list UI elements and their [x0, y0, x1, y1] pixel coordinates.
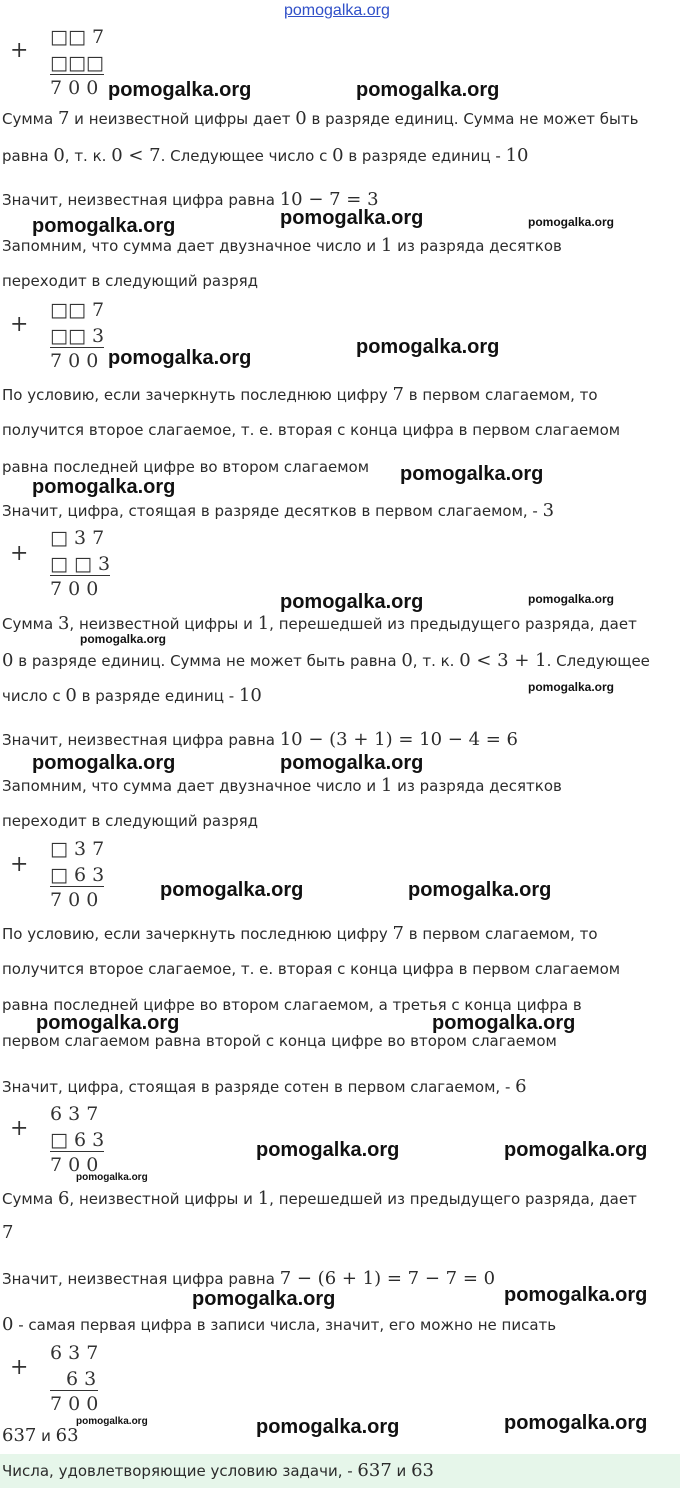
paragraph: По условию, если зачеркнуть последнюю цифру 7 в первом слагаемом, то — [2, 923, 598, 944]
plus-sign: + — [10, 541, 29, 566]
watermark: pomogalka.org — [76, 1172, 148, 1183]
addend-1: □ 3 7 — [50, 838, 105, 860]
paragraph: Значит, неизвестная цифра равна 10 − 7 = 3 — [2, 189, 379, 210]
addend-1: □ 3 7 — [50, 527, 105, 549]
paragraph: Значит, неизвестная цифра равна 7 − (6 + 1) = 7 − 7 = 0 — [2, 1268, 496, 1289]
watermark: pomogalka.org — [408, 879, 552, 901]
addend-2: □ 6 3 — [50, 864, 105, 886]
sum: 7 0 0 — [50, 1154, 99, 1176]
watermark: pomogalka.org — [280, 591, 424, 613]
watermark: pomogalka.org — [528, 215, 615, 229]
addend-2: □ 6 3 — [50, 1129, 105, 1151]
column-addition-6 — [50, 1340, 98, 1417]
sum: 7 0 0 — [50, 1393, 99, 1415]
paragraph: 7 — [2, 1222, 14, 1243]
watermark: pomogalka.org — [256, 1416, 400, 1438]
addend-2: 6 3 — [50, 1366, 98, 1391]
watermark: pomogalka.org — [400, 463, 544, 485]
watermark: pomogalka.org — [504, 1139, 648, 1161]
watermark: pomogalka.org — [192, 1288, 336, 1310]
watermark: pomogalka.org — [80, 632, 167, 646]
addend-1: □□ 7 — [50, 26, 105, 48]
watermark: pomogalka.org — [108, 347, 252, 369]
sum: 7 0 0 — [50, 350, 99, 372]
paragraph: переходит в следующий разряд — [2, 812, 259, 830]
addend-1: 6 3 7 — [50, 1342, 99, 1364]
watermark: pomogalka.org — [32, 476, 176, 498]
paragraph: Сумма 6, неизвестной цифры и 1, перешедшей из предыдущего разряда, дает — [2, 1188, 637, 1209]
watermark: pomogalka.org — [280, 752, 424, 774]
paragraph: получится второе слагаемое, т. е. вторая с конца цифра в первом слагаемом — [2, 421, 621, 439]
answer-box — [0, 1454, 680, 1488]
column-addition-1 — [50, 24, 104, 101]
watermark: pomogalka.org — [108, 79, 252, 101]
answer-number-2: 63 — [411, 1460, 434, 1481]
paragraph: 0 в разряде единиц. Сумма не может быть равна 0, т. к. 0 < 3 + 1. Следующее — [2, 650, 650, 671]
result-line: 637 и 63 — [2, 1425, 79, 1446]
addend-1: 6 3 7 — [50, 1103, 99, 1125]
sum: 7 0 0 — [50, 578, 99, 600]
answer-conjunction: и — [391, 1462, 412, 1480]
sum: 7 0 0 — [50, 77, 99, 99]
watermark: pomogalka.org — [356, 336, 500, 358]
watermark: pomogalka.org — [36, 1012, 180, 1034]
watermark: pomogalka.org — [356, 79, 500, 101]
paragraph: число с 0 в разряде единиц - 10 — [2, 685, 262, 706]
paragraph: равна последней цифре во втором слагаемом — [2, 458, 370, 476]
paragraph: По условию, если зачеркнуть последнюю цифру 7 в первом слагаемом, то — [2, 384, 598, 405]
addend-2: □ □ 3 — [50, 553, 111, 575]
site-link[interactable]: pomogalka.org — [284, 2, 390, 19]
addend-2: □□ 3 — [50, 325, 105, 347]
watermark: pomogalka.org — [504, 1412, 648, 1434]
watermark: pomogalka.org — [256, 1139, 400, 1161]
column-addition-3 — [50, 525, 110, 602]
paragraph: Запомним, что сумма дает двузначное число и 1 из разряда десятков — [2, 775, 562, 796]
paragraph: Сумма 3, неизвестной цифры и 1, перешедшей из предыдущего разряда, дает — [2, 613, 637, 634]
answer-label: Числа, удовлетворяющие условию задачи, - — [2, 1462, 358, 1480]
paragraph: Значит, неизвестная цифра равна 10 − (3 + 1) = 10 − 4 = 6 — [2, 729, 518, 750]
paragraph: Значит, цифра, стоящая в разряде десятков в первом слагаемом, - 3 — [2, 500, 555, 521]
plus-sign: + — [10, 1355, 29, 1380]
plus-sign: + — [10, 1116, 29, 1141]
paragraph: Значит, цифра, стоящая в разряде сотен в первом слагаемом, - 6 — [2, 1076, 527, 1097]
watermark: pomogalka.org — [528, 680, 615, 694]
paragraph: первом слагаемом равна второй с конца цифре во втором слагаемом — [2, 1032, 557, 1050]
addend-2: □□□ — [50, 52, 104, 74]
watermark: pomogalka.org — [504, 1284, 648, 1306]
column-addition-4 — [50, 836, 104, 913]
paragraph: Сумма 7 и неизвестной цифры дает 0 в разряде единиц. Сумма не может быть — [2, 108, 639, 129]
paragraph: 0 - самая первая цифра в записи числа, значит, его можно не писать — [2, 1314, 557, 1335]
plus-sign: + — [10, 312, 29, 337]
watermark: pomogalka.org — [160, 879, 304, 901]
watermark: pomogalka.org — [32, 215, 176, 237]
paragraph: переходит в следующий разряд — [2, 272, 259, 290]
column-addition-2 — [50, 297, 104, 374]
plus-sign: + — [10, 38, 29, 63]
watermark: pomogalka.org — [32, 752, 176, 774]
watermark: pomogalka.org — [432, 1012, 576, 1034]
column-addition-5 — [50, 1101, 104, 1178]
watermark: pomogalka.org — [280, 207, 424, 229]
sum: 7 0 0 — [50, 889, 99, 911]
addend-1: □□ 7 — [50, 299, 105, 321]
watermark: pomogalka.org — [76, 1416, 148, 1427]
answer-number-1: 637 — [357, 1460, 392, 1481]
paragraph: равна 0, т. к. 0 < 7. Следующее число с 0 в разряде единиц - 10 — [2, 145, 529, 166]
paragraph: Запомним, что сумма дает двузначное число и 1 из разряда десятков — [2, 235, 562, 256]
paragraph: равна последней цифре во втором слагаемом, а третья с конца цифра в — [2, 996, 582, 1014]
plus-sign: + — [10, 852, 29, 877]
watermark: pomogalka.org — [528, 592, 615, 606]
paragraph: получится второе слагаемое, т. е. вторая с конца цифра в первом слагаемом — [2, 960, 621, 978]
